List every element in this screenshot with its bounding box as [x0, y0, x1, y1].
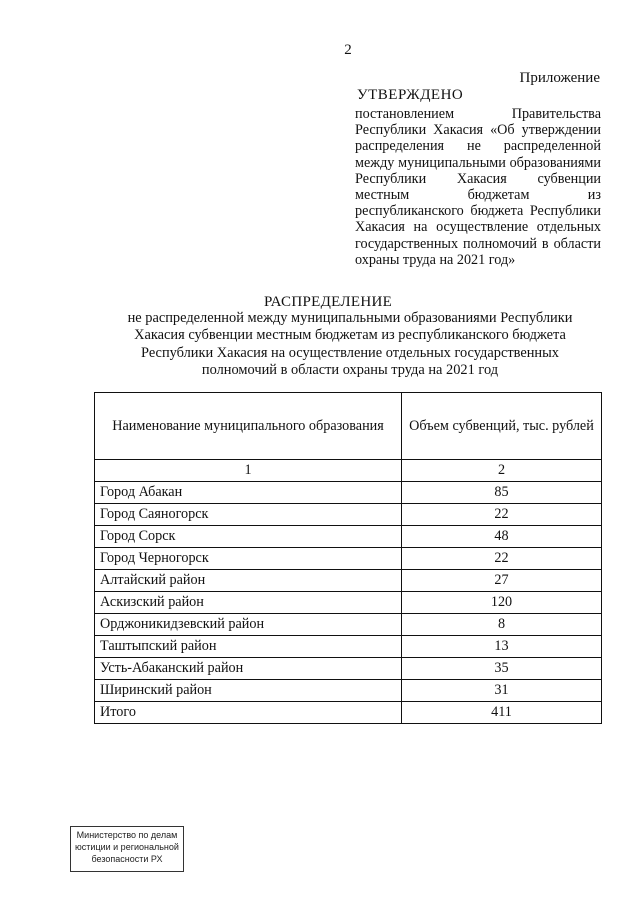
approval-heading: УТВЕРЖДЕНО: [357, 87, 464, 103]
table-row: [95, 526, 602, 548]
table-row: [95, 592, 602, 614]
table-row: [95, 636, 602, 658]
total-row: [95, 702, 602, 724]
subvention-value: 22: [402, 548, 602, 570]
document-subtitle: не распределенной между муниципальными образованиями Республики Хакасия субвенции местным бюджетам из республиканского бюджета Республики Хакасия на осуществление отдельных государственных полномочий в области охраны труда на 2021 год: [127, 310, 573, 378]
document-title: РАСПРЕДЕЛЕНИЕ: [263, 294, 393, 310]
subvention-value: 8: [402, 614, 602, 636]
subvention-value: 13: [402, 636, 602, 658]
subvention-value: 85: [402, 482, 602, 504]
subvention-value: 22: [402, 504, 602, 526]
subvention-value: 120: [402, 592, 602, 614]
municipality-name: Ширинский район: [95, 680, 402, 702]
column-number-2: 2: [402, 460, 602, 482]
municipality-name: Город Черногорск: [95, 548, 402, 570]
municipality-name: Усть-Абаканский район: [95, 658, 402, 680]
stamp-line: безопасности РХ: [91, 854, 163, 864]
table-row: [95, 680, 602, 702]
stamp-line: юстиции и региональной: [75, 842, 179, 852]
table-row: [95, 482, 602, 504]
appendix-label: Приложение: [519, 70, 600, 86]
municipality-name: Город Абакан: [95, 482, 402, 504]
table-row: [95, 614, 602, 636]
distribution-table: [94, 392, 602, 724]
subvention-value: 35: [402, 658, 602, 680]
column-number-row: [95, 460, 602, 482]
column-number-1: 1: [95, 460, 402, 482]
subvention-value: 48: [402, 526, 602, 548]
municipality-name: Орджоникидзевский район: [95, 614, 402, 636]
municipality-name: Алтайский район: [95, 570, 402, 592]
total-label: Итого: [95, 702, 402, 724]
municipality-name: Аскизский район: [95, 592, 402, 614]
table-row: [95, 658, 602, 680]
ministry-stamp: [70, 826, 184, 872]
approval-text: постановлением Правительства Республики Хакасия «Об утверждении распределения не распределенной между муниципальными образованиями Республики Хакасия субвенции местным бюджетам из республиканского бюджета Республики Хакасия на осуществление отдельных государственных полномочий в области охраны труда на 2021 год»: [355, 106, 601, 268]
page-number: 2: [344, 42, 352, 58]
subvention-value: 31: [402, 680, 602, 702]
municipality-name: Город Саяногорск: [95, 504, 402, 526]
header-subvention-amount: Объем субвенций, тыс. рублей: [402, 393, 602, 460]
total-value: 411: [402, 702, 602, 724]
municipality-name: Таштыпский район: [95, 636, 402, 658]
table-header-row: [95, 393, 602, 460]
table-row: [95, 504, 602, 526]
header-municipality: Наименование муниципального образования: [95, 393, 402, 460]
table-row: [95, 570, 602, 592]
municipality-name: Город Сорск: [95, 526, 402, 548]
subvention-value: 27: [402, 570, 602, 592]
stamp-line: Министерство по делам: [76, 830, 178, 840]
table-row: [95, 548, 602, 570]
